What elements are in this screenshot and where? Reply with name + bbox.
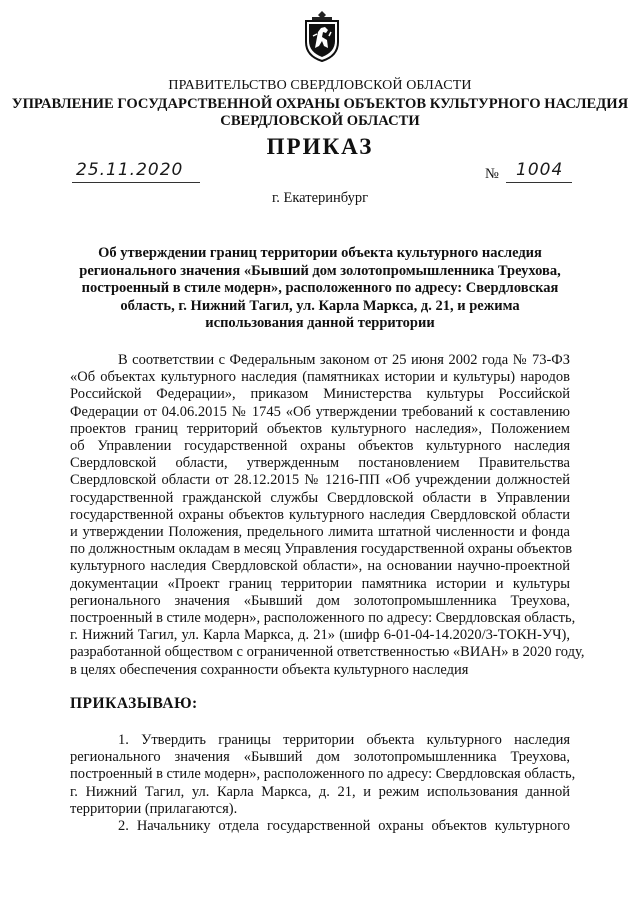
number-field bbox=[506, 160, 572, 183]
title-line: построенный в стиле модерн», расположенного по адресу: Свердловская bbox=[81, 280, 559, 296]
department-name-line: СВЕРДЛОВСКОЙ ОБЛАСТИ bbox=[220, 113, 420, 129]
preamble-line: об Управлении государственной охраны объектов культурного наследия bbox=[70, 438, 570, 455]
order-item-line: г. Нижний Тагил, ул. Карла Маркса, д. 21, и режим использования данной bbox=[70, 783, 570, 800]
order-item-line: построенный в стиле модерн», расположенного по адресу: Свердловская область, bbox=[70, 766, 576, 783]
preamble-line: государственной охраны объектов культурного наследия Свердловской области bbox=[70, 506, 570, 523]
preamble bbox=[70, 352, 585, 679]
preamble-line: в целях обеспечения сохранности объекта культурного наследия bbox=[70, 661, 469, 678]
preamble-line: проектов границ территорий объектов культурного наследия», Положением bbox=[70, 420, 570, 437]
handwritten-number: 1004 bbox=[516, 160, 564, 180]
preamble-line: Федерации от 04.06.2015 № 1745 «Об утверждении требований к составлению bbox=[70, 403, 570, 420]
document-title bbox=[70, 245, 570, 333]
order-item-line: территории (прилагаются). bbox=[70, 800, 238, 817]
order-item-2-first-line bbox=[70, 818, 570, 835]
title-line: Об утверждении границ территории объекта культурного наследия bbox=[98, 245, 542, 261]
orders-heading: ПРИКАЗЫВАЮ: bbox=[70, 695, 198, 712]
date-field bbox=[72, 160, 200, 183]
preamble-line: регионального значения «Бывший дом золотопромышленника Треухова, bbox=[70, 592, 570, 609]
city: г. Екатеринбург bbox=[271, 190, 369, 206]
preamble-line: построенный в стиле модерн», расположенного по адресу: Свердловская область, bbox=[70, 610, 576, 627]
item-text: Утвердить границы территории объекта культурного наследия bbox=[141, 732, 571, 748]
preamble-line: Российской Федерации», приказом Министерства культуры Российской bbox=[70, 386, 570, 403]
department-name bbox=[0, 96, 640, 130]
order-item-line: регионального значения «Бывший дом золотопромышленника Треухова, bbox=[70, 749, 570, 766]
handwritten-date: 25.11.2020 bbox=[76, 160, 184, 180]
preamble-line: Свердловской области от 28.12.2015 № 1216-ПП «Об учреждении должностей bbox=[70, 472, 570, 489]
preamble-line: и утверждении Положения, предельного лимита штатной численности и фонда bbox=[70, 524, 570, 541]
preamble-line: Свердловской области, утвержденным постановлением Правительства bbox=[70, 455, 570, 472]
preamble-line: разработанной обществом с ограниченной ответственностью «ВИАН» в 2020 году, bbox=[70, 644, 585, 661]
title-line: использования данной территории bbox=[205, 315, 435, 331]
item-number: 2. bbox=[118, 818, 129, 835]
preamble-line: г. Нижний Тагил, ул. Карла Маркса, д. 21» (шифр 6-01-04-14.2020/3-ТОКН-УЧ), bbox=[70, 627, 570, 644]
title-line: регионального значения «Бывший дом золотопромышленника Треухова, bbox=[79, 262, 561, 279]
department-name-line: УПРАВЛЕНИЕ ГОСУДАРСТВЕННОЙ ОХРАНЫ ОБЪЕКТОВ КУЛЬТУРНОГО НАСЛЕДИЯ bbox=[11, 96, 629, 112]
preamble-line: документации «Проект границ территории памятника истории и культуры bbox=[70, 575, 570, 592]
preamble-line: по должностным окладам в месяц Управления государственной охраны объектов bbox=[70, 541, 573, 558]
preamble-line: «Об объектах культурного наследия (памятниках истории и культуры) народов bbox=[70, 369, 570, 386]
government-name: ПРАВИТЕЛЬСТВО СВЕРДЛОВСКОЙ ОБЛАСТИ bbox=[168, 78, 472, 93]
preamble-line: государственной гражданской службы Свердловской области в Управлении bbox=[70, 489, 570, 506]
item-number: 1. bbox=[118, 732, 129, 748]
sverdlovsk-coat-of-arms-icon bbox=[303, 10, 341, 62]
title-line: область, г. Нижний Тагил, ул. Карла Маркса, д. 21, и режима bbox=[120, 297, 520, 314]
item-text: Начальнику отдела государственной охраны объектов культурного bbox=[136, 818, 570, 835]
document-type: ПРИКАЗ bbox=[266, 134, 374, 159]
preamble-line: В соответствии с Федеральным законом от 25 июня 2002 года № 73-ФЗ bbox=[118, 352, 570, 368]
order-items bbox=[70, 732, 576, 835]
preamble-line: культурного наследия Свердловской области», на основании научно-проектной bbox=[70, 558, 570, 575]
number-sign: № bbox=[485, 166, 499, 182]
order-item-1-first-line bbox=[70, 732, 570, 749]
